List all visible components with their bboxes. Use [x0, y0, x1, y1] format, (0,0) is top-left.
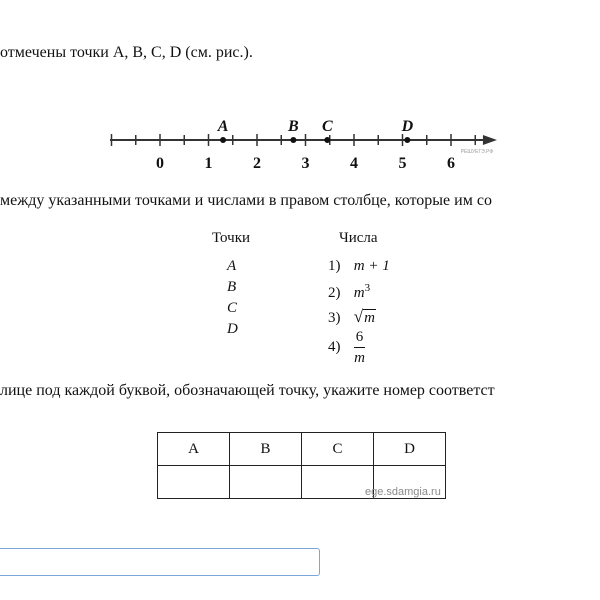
- option-2: [328, 282, 370, 302]
- option-exponent: 3: [364, 282, 371, 294]
- tick-label-6: 6: [447, 155, 455, 172]
- number-line-figure: [105, 112, 505, 172]
- points-column-header: Точки: [212, 230, 251, 246]
- tick-label-4: 4: [350, 155, 358, 172]
- tick-label-0: 0: [156, 155, 164, 172]
- answer-cell-a[interactable]: [158, 466, 230, 499]
- point-label-c: C: [227, 300, 238, 316]
- tick-label-1: 1: [204, 155, 213, 172]
- tick-label-3: 3: [301, 155, 310, 172]
- point-label-d: D: [401, 118, 414, 135]
- option-number: 3): [328, 310, 341, 326]
- task-fill-text: лице под каждой буквой, обозначающей точку, укажите номер соответст: [0, 382, 495, 399]
- point-label-b: B: [288, 118, 299, 135]
- point-label-d: D: [227, 321, 238, 337]
- fraction-denominator: m: [354, 350, 365, 366]
- point-b: [290, 137, 296, 143]
- point-label-a: A: [217, 118, 229, 135]
- option-number: 1): [328, 258, 341, 274]
- answer-header-a: A: [158, 433, 230, 466]
- option-number: 2): [328, 285, 341, 301]
- answer-header-c: C: [302, 433, 374, 466]
- option-expression: m + 1: [353, 258, 390, 274]
- figure-watermark: РЕШУЕГЭ.РФ: [460, 149, 494, 155]
- option-expression: m: [353, 285, 365, 301]
- point-d: [404, 137, 410, 143]
- sqrt-symbol: √: [353, 307, 364, 326]
- answer-header-d: D: [374, 433, 446, 466]
- option-3: [328, 307, 376, 327]
- task-intro-text: отмечены точки A, B, C, D (см. рис.).: [0, 44, 253, 61]
- point-label-b: B: [227, 279, 237, 295]
- point-label-a: A: [227, 258, 237, 274]
- option-1: [328, 258, 390, 275]
- answer-cell-c[interactable]: [302, 466, 374, 499]
- tick-label-5: 5: [398, 155, 407, 172]
- option-4: [328, 330, 365, 366]
- fraction-numerator: 6: [354, 330, 366, 348]
- point-label-c: C: [321, 118, 333, 135]
- numbers-column-header: Числа: [339, 230, 378, 246]
- answer-cell-b[interactable]: [230, 466, 302, 499]
- answer-header-b: B: [230, 433, 302, 466]
- task-instruction-text: между указанными точками и числами в правом столбце, которые им со: [0, 192, 492, 209]
- answer-table-header-row: [158, 433, 446, 466]
- answer-input[interactable]: [0, 548, 320, 576]
- point-c: [324, 137, 330, 143]
- point-a: [220, 137, 226, 143]
- tick-label-2: 2: [253, 155, 261, 172]
- option-expression: m: [364, 310, 375, 326]
- fraction: [354, 330, 366, 366]
- option-number: 4): [328, 339, 341, 356]
- site-watermark: ege.sdamgia.ru: [365, 486, 441, 498]
- number-line-arrow: [483, 135, 497, 145]
